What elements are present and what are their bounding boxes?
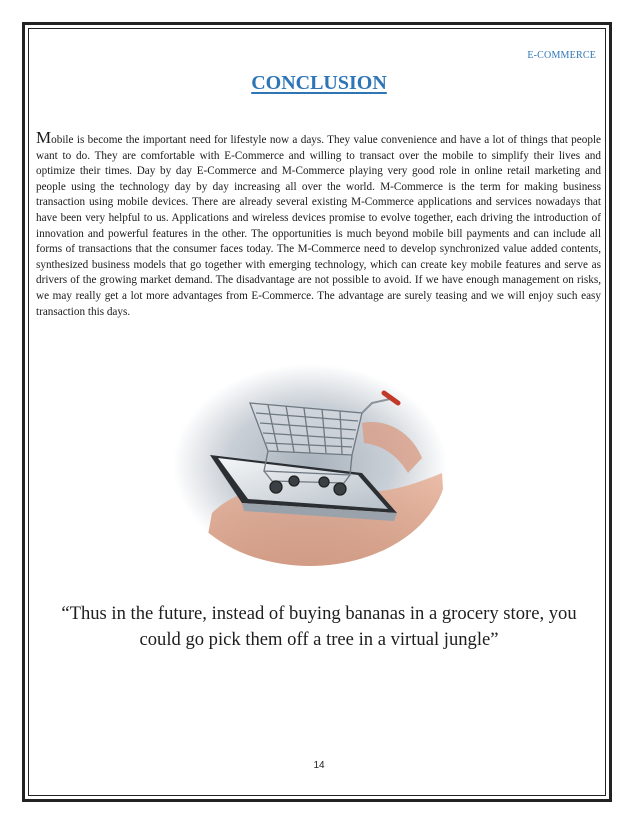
closing-quote: “Thus in the future, instead of buying bananas in a grocery store, you could go pick them off a tree in a virtual jungle” xyxy=(61,603,577,650)
running-header: E-COMMERCE xyxy=(527,50,596,61)
page-title: CONCLUSION xyxy=(251,72,387,94)
mobile-shopping-cart-illustration xyxy=(172,363,448,567)
page-number: 14 xyxy=(313,760,325,771)
paragraph-text: obile is become the important need for lifestyle now a days. They value convenience and have a lot of things that people want to do. They are comfortable with E-Commerce and willing to transact over the mobile to simplify their lives and optimize their times. Day by day E-Commerce and M-Commerce playing very good role in online retail marketing and people using the technology day by day increasing all over the world. M-Commerce is the term for making business transaction using mobile devices. There are already several existing M-Commerce applications and services nowadays that have been very helpful to us. Applications and wireless devices promise to evolve together, each driving the introduction of innovation and powerful features in the other. The opportunities is much beyond mobile bill payments and can include all forms of transactions that the consumer faces today. The M-Commerce need to develop synchronized value added contents, synthesized business models that go together with emerging technology, which can create key mobile features and serve as drivers of the growing market demand. The disadvantage are not possible to avoid. If we have enough management on risks, we may really get a lot more advantages from E-Commerce. The advantage are surely teasing and we will enjoy such easy transaction this days. xyxy=(36,134,601,318)
conclusion-paragraph xyxy=(36,130,601,320)
paragraph-first-letter: M xyxy=(36,128,52,147)
